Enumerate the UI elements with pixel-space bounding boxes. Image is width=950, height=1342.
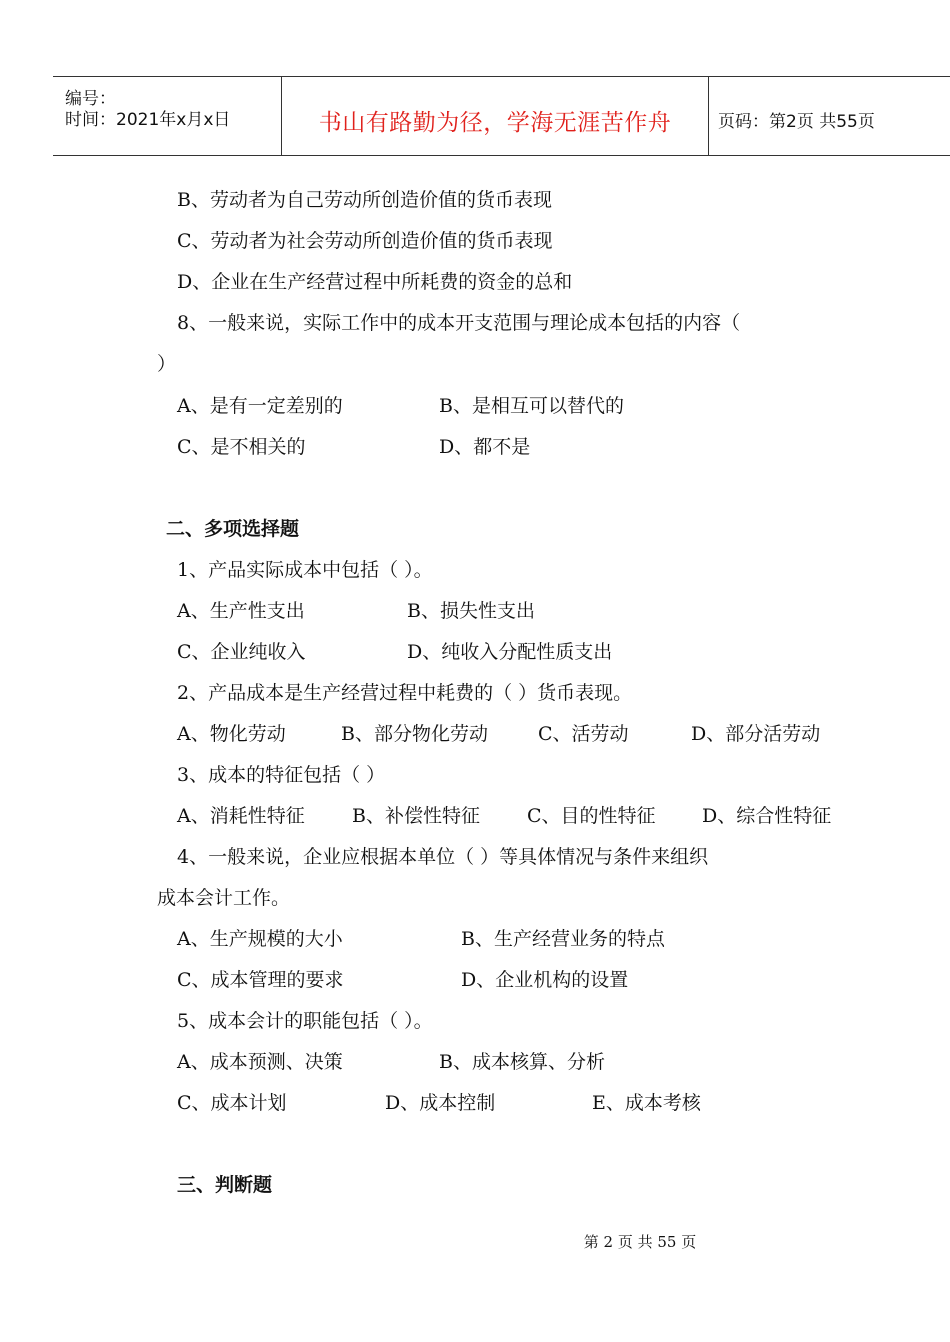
m3-stem: 3、成本的特征包括（ ） <box>177 764 386 786</box>
header-page-cell <box>708 77 950 155</box>
header-left-cell <box>53 77 281 155</box>
m2-option-c: C、活劳动 <box>538 723 629 745</box>
m5-option-a: A、成本预测、决策 <box>177 1051 343 1073</box>
m3-option-b: B、补偿性特征 <box>352 805 480 827</box>
section-multiple-choice-title: 二、多项选择题 <box>166 518 300 540</box>
header-page-info: 页码：第2页 共55页 <box>718 112 875 132</box>
m1-option-b: B、损失性支出 <box>407 600 535 622</box>
m1-option-c: C、企业纯收入 <box>177 641 306 663</box>
m1-option-d: D、纯收入分配性质支出 <box>407 641 613 663</box>
q8-stem-close: ） <box>157 353 177 375</box>
section-true-false-title: 三、判断题 <box>177 1174 273 1196</box>
m4-option-a: A、生产规模的大小 <box>177 928 343 950</box>
m5-option-e: E、成本考核 <box>592 1092 701 1114</box>
m2-option-b: B、部分物化劳动 <box>341 723 488 745</box>
m4-option-c: C、成本管理的要求 <box>177 969 344 991</box>
q8-option-d: D、都不是 <box>439 436 531 458</box>
m5-option-c: C、成本计划 <box>177 1092 287 1114</box>
page-footer <box>0 1231 950 1252</box>
q8-stem: 8、一般来说，实际工作中的成本开支范围与理论成本包括的内容（ <box>177 312 741 334</box>
q7-option-d: D、企业在生产经营过程中所耗费的资金的总和 <box>177 271 573 293</box>
m4-stem-continued: 成本会计工作。 <box>157 887 291 909</box>
m2-option-a: A、物化劳动 <box>177 723 286 745</box>
document-header <box>53 76 950 156</box>
m3-option-d: D、综合性特征 <box>702 805 832 827</box>
m5-option-d: D、成本控制 <box>385 1092 496 1114</box>
q8-option-b: B、是相互可以替代的 <box>439 395 624 417</box>
time-label: 时间：2021年x月x日 <box>65 110 231 130</box>
m4-stem: 4、一般来说，企业应根据本单位（ ）等具体情况与条件来组织 <box>177 846 709 868</box>
q8-option-a: A、是有一定差别的 <box>177 395 343 417</box>
m3-option-a: A、消耗性特征 <box>177 805 305 827</box>
q7-option-c: C、劳动者为社会劳动所创造价值的货币表现 <box>177 230 553 252</box>
m3-option-c: C、目的性特征 <box>527 805 656 827</box>
q7-option-b: B、劳动者为自己劳动所创造价值的货币表现 <box>177 189 552 211</box>
m4-option-d: D、企业机构的设置 <box>461 969 629 991</box>
m5-option-b: B、成本核算、分析 <box>439 1051 605 1073</box>
m4-option-b: B、生产经营业务的特点 <box>461 928 665 950</box>
q8-option-c: C、是不相关的 <box>177 436 306 458</box>
motto-text: 书山有路勤为径，学海无涯苦作舟 <box>318 110 672 136</box>
number-label: 编号： <box>65 89 116 109</box>
m5-stem: 5、成本会计的职能包括（ ）。 <box>177 1010 433 1032</box>
m2-option-d: D、部分活劳动 <box>691 723 821 745</box>
m1-stem: 1、产品实际成本中包括（ ）。 <box>177 559 433 581</box>
m2-stem: 2、产品成本是生产经营过程中耗费的（ ）货币表现。 <box>177 682 633 704</box>
m1-option-a: A、生产性支出 <box>177 600 305 622</box>
header-motto-cell <box>281 77 709 155</box>
footer-page-number: 第 2 页 共 55 页 <box>583 1233 697 1251</box>
